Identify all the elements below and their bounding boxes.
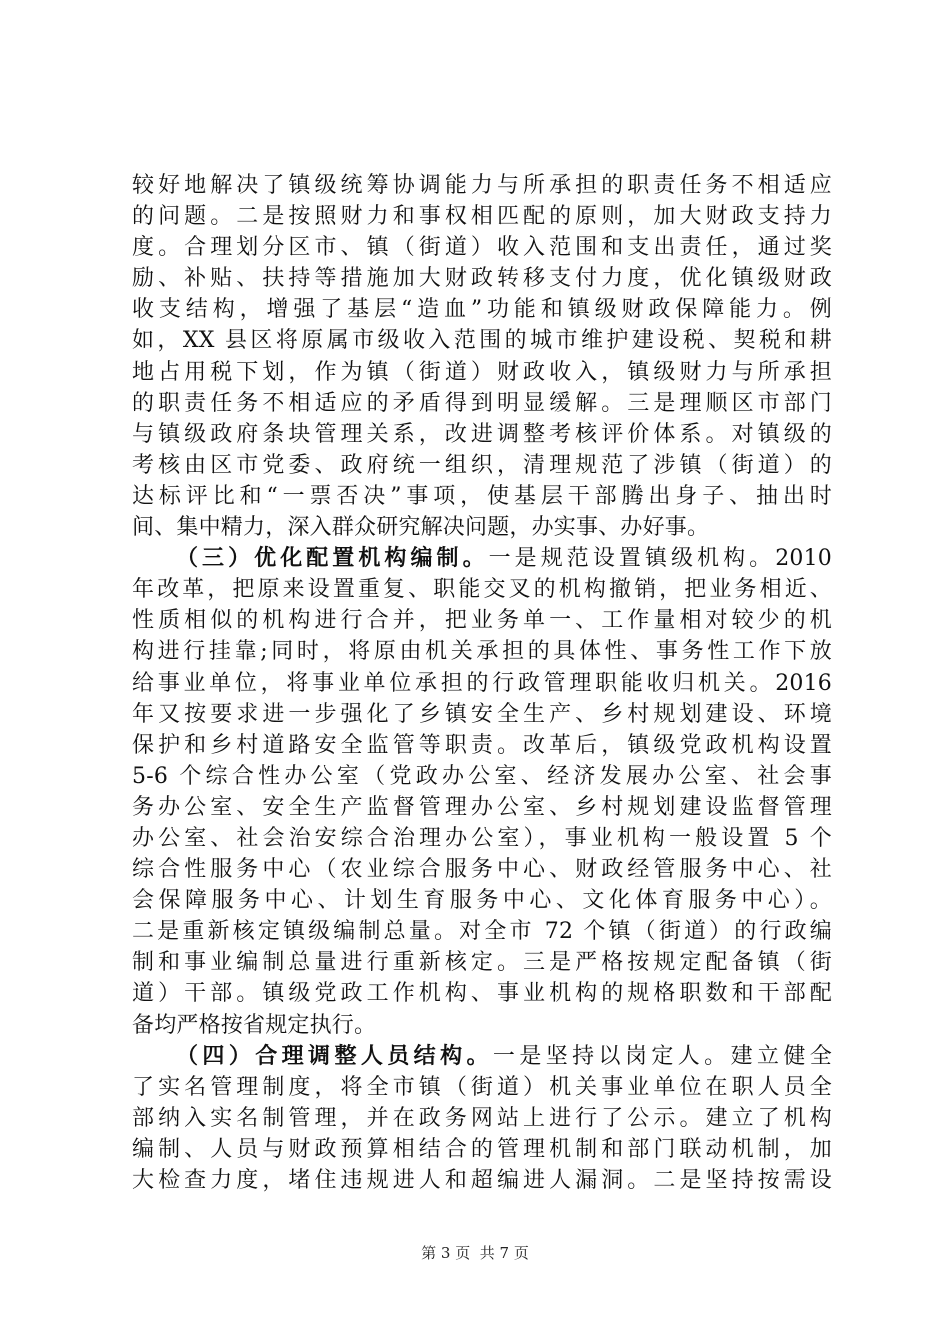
line-text: 间、集中精力，深入群众研究解决问题，办实事、办好事。 — [132, 515, 710, 541]
text-line — [132, 947, 832, 978]
text-line — [132, 1072, 832, 1103]
text-line — [132, 201, 832, 232]
text-line — [132, 792, 832, 823]
line-text: 地占用税下划，作为镇（街道）财政收入，镇级财力与所承担 — [132, 359, 832, 385]
section-heading: （三）优化配置机构编制。 — [176, 545, 489, 572]
line-text: 办公室、社会治安综合治理办公室），事业机构一般设置 5 个 — [132, 825, 832, 851]
text-line — [132, 170, 832, 201]
page-total: 共 7 页 — [479, 1244, 529, 1262]
text-line — [132, 294, 832, 325]
text-line — [132, 1165, 832, 1196]
text-line — [132, 325, 832, 356]
line-text: 构进行挂靠;同时，将原由机关承担的具体性、事务性工作下放 — [132, 639, 832, 665]
text-line — [132, 761, 832, 792]
line-text: 年又按要求进一步强化了乡镇安全生产、乡村规划建设、环境 — [132, 701, 832, 727]
line-text: 一是规范设置镇级机构。2010 — [488, 546, 832, 572]
text-line — [132, 1041, 832, 1072]
text-line — [132, 232, 832, 263]
line-text: 部纳入实名制管理，并在政务网站上进行了公示。建立了机构 — [132, 1105, 832, 1131]
text-line — [132, 1010, 832, 1041]
line-text: 制和事业编制总量进行重新核定。三是严格按规定配备镇（街 — [132, 950, 832, 976]
text-line — [132, 388, 832, 419]
line-text: 综合性服务中心（农业综合服务中心、财政经管服务中心、社 — [132, 857, 832, 883]
line-text: 的问题。二是按照财力和事权相匹配的原则，加大财政支持力 — [132, 204, 832, 230]
text-line — [132, 730, 832, 761]
text-line — [132, 357, 832, 388]
line-text: 保护和乡村道路安全监管等职责。改革后，镇级党政机构设置 — [132, 732, 832, 758]
text-line — [132, 574, 832, 605]
line-text: 了实名管理制度，将全市镇（街道）机关事业单位在职人员全 — [132, 1074, 832, 1100]
line-text: 道）干部。镇级党政工作机构、事业机构的规格职数和干部配 — [132, 981, 832, 1007]
line-text: 性质相似的机构进行合并，把业务单一、工作量相对较少的机 — [132, 608, 832, 634]
text-line — [132, 1103, 832, 1134]
page-number: 第 3 页 — [421, 1244, 471, 1262]
text-line — [132, 885, 832, 916]
line-text: 给事业单位，将事业单位承担的行政管理职能收归机关。2016 — [132, 670, 832, 696]
text-line — [132, 512, 832, 543]
line-text: 务办公室、安全生产监督管理办公室、乡村规划建设监督管理 — [132, 794, 832, 820]
line-text: 大检查力度，堵住违规进人和超编进人漏洞。二是坚持按需设 — [132, 1168, 832, 1193]
text-line — [132, 543, 832, 574]
line-text: 考核由区市党委、政府统一组织，清理规范了涉镇（街道）的 — [132, 452, 832, 478]
text-line — [132, 916, 832, 947]
line-text: 一是坚持以岗定人。建立健全 — [492, 1043, 832, 1069]
line-text: 会保障服务中心、计划生育服务中心、文化体育服务中心）。 — [132, 888, 832, 914]
line-text: 编制、人员与财政预算相结合的管理机制和部门联动机制，加 — [132, 1136, 832, 1162]
section-heading: （四）合理调整人员结构。 — [176, 1042, 493, 1069]
text-line — [132, 263, 832, 294]
body-text — [132, 170, 832, 1196]
text-line — [132, 605, 832, 636]
line-text: 5-6 个综合性办公室（党政办公室、经济发展办公室、社会事 — [132, 763, 832, 789]
text-line — [132, 419, 832, 450]
line-text: 较好地解决了镇级统筹协调能力与所承担的职责任务不相适应 — [132, 173, 832, 198]
text-line — [132, 481, 832, 512]
line-text: 如，XX 县区将原属市级收入范围的城市维护建设税、契税和耕 — [132, 328, 832, 354]
text-line — [132, 668, 832, 699]
line-text: 度。合理划分区市、镇（街道）收入范围和支出责任，通过奖 — [132, 235, 832, 261]
text-line — [132, 823, 832, 854]
text-line — [132, 699, 832, 730]
line-text: 收支结构，增强了基层“造血”功能和镇级财政保障能力。例 — [132, 297, 832, 323]
text-line — [132, 636, 832, 667]
line-text: 达标评比和“一票否决”事项，使基层干部腾出身子、抽出时 — [132, 483, 832, 509]
text-line — [132, 854, 832, 885]
page-footer — [0, 1242, 950, 1263]
text-line — [132, 978, 832, 1009]
line-text: 励、补贴、扶持等措施加大财政转移支付力度，优化镇级财政 — [132, 266, 832, 292]
line-text: 备均严格按省规定执行。 — [132, 1012, 377, 1038]
line-text: 年改革，把原来设置重复、职能交叉的机构撤销，把业务相近、 — [132, 577, 832, 603]
line-text: 二是重新核定镇级编制总量。对全市 72 个镇（街道）的行政编 — [132, 919, 832, 945]
text-line — [132, 1134, 832, 1165]
line-text: 的职责任务不相适应的矛盾得到明显缓解。三是理顺区市部门 — [132, 390, 832, 416]
text-line — [132, 450, 832, 481]
line-text: 与镇级政府条块管理关系，改进调整考核评价体系。对镇级的 — [132, 421, 832, 447]
